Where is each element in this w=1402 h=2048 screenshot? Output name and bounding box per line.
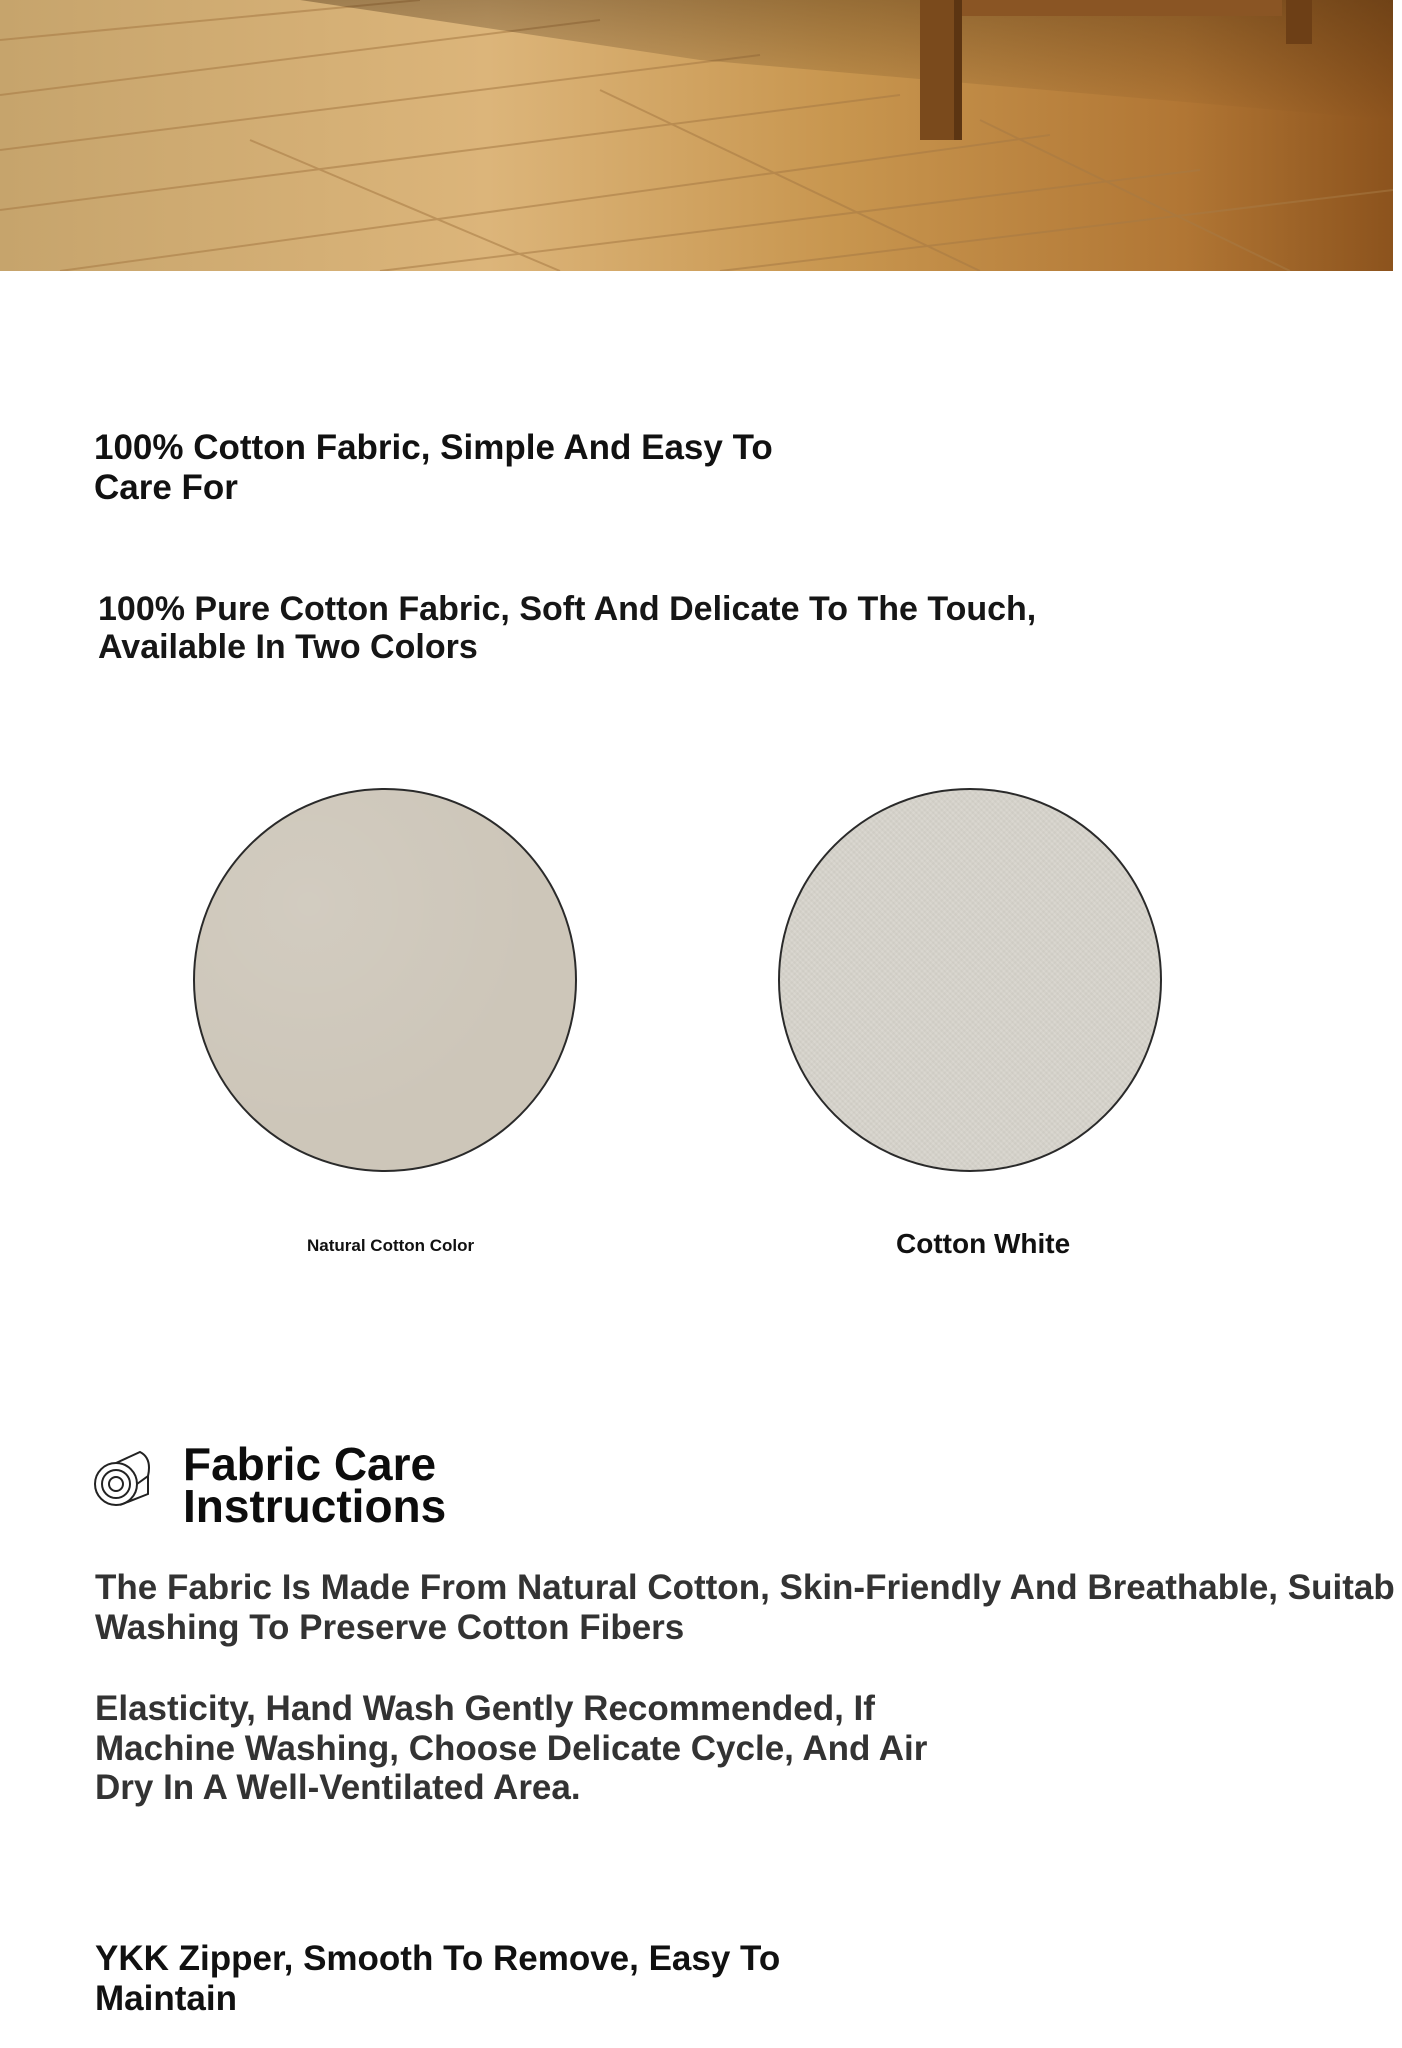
- hero-image: [0, 0, 1393, 271]
- intro-heading: Care For: [94, 468, 238, 507]
- color-label-white: Cotton White: [896, 1228, 1071, 1259]
- care-paragraph: Dry In A Well-Ventilated Area.: [95, 1768, 581, 1807]
- care-title: Fabric Care: [183, 1438, 437, 1490]
- intro-heading: 100% Cotton Fabric, Simple And Easy To: [94, 428, 773, 467]
- cotton-white-swatch: [778, 788, 1162, 1172]
- care-paragraph: The Fabric Is Made From Natural Cotton, Skin-Friendly And Breathable, Suitab: [95, 1568, 1395, 1607]
- intro-subheading: Available In Two Colors: [98, 628, 478, 666]
- care-paragraph: Machine Washing, Choose Delicate Cycle, And Air: [95, 1729, 928, 1768]
- zipper-heading: YKK Zipper, Smooth To Remove, Easy To: [95, 1939, 781, 1978]
- care-title: Instructions: [183, 1480, 447, 1532]
- intro-subheading: 100% Pure Cotton Fabric, Soft And Delicate To The Touch,: [98, 590, 1037, 628]
- zipper-heading: Maintain: [95, 1979, 237, 2018]
- color-label-natural: Natural Cotton Color: [307, 1236, 475, 1255]
- care-paragraph: Washing To Preserve Cotton Fibers: [95, 1608, 685, 1647]
- natural-cotton-swatch: [193, 788, 577, 1172]
- care-paragraph: Elasticity, Hand Wash Gently Recommended, If: [95, 1689, 875, 1728]
- fabric-roll-icon: [92, 1448, 154, 1510]
